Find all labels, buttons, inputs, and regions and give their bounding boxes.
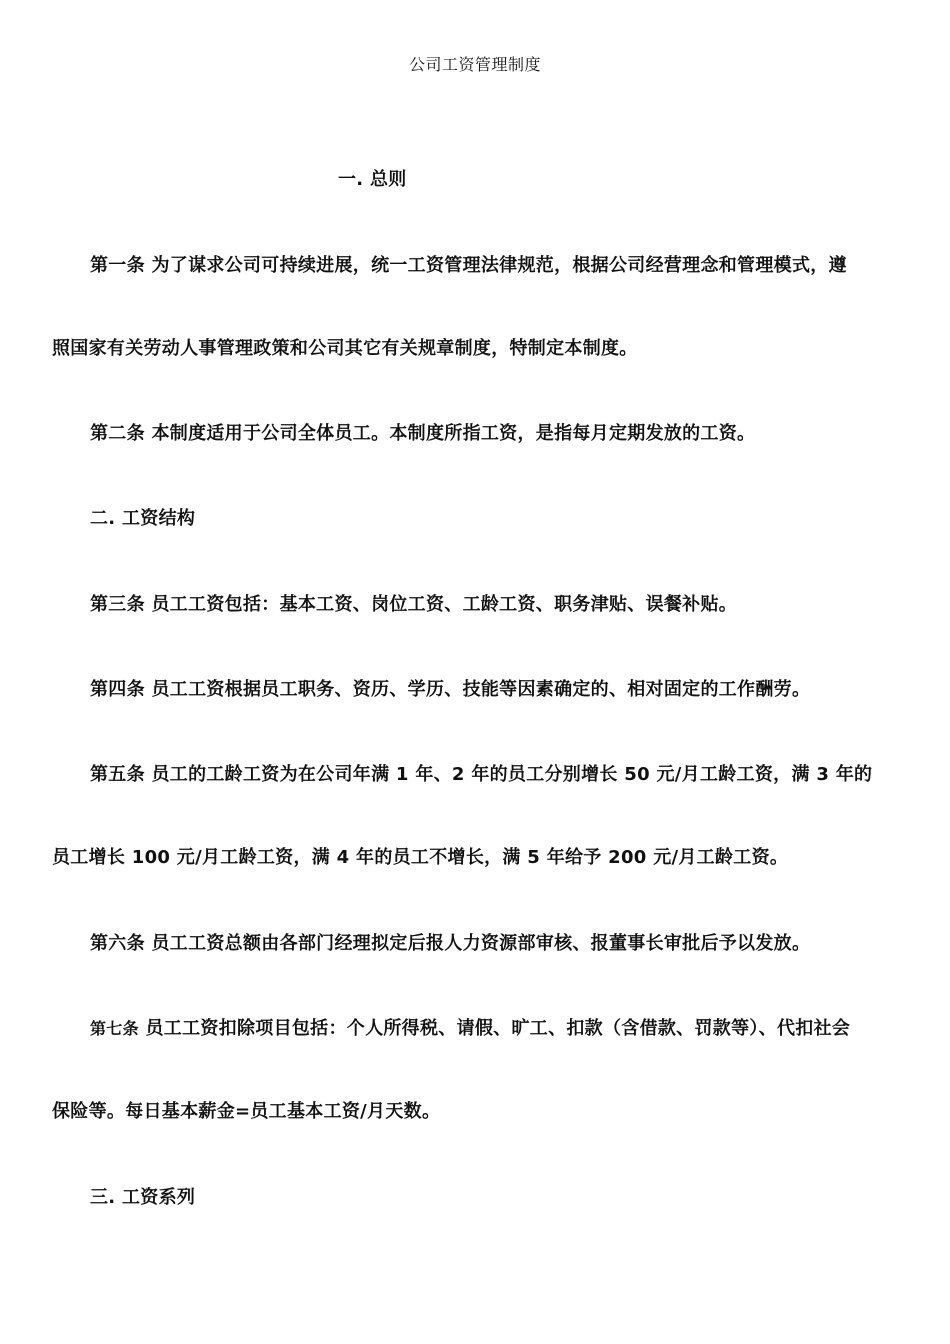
- article-1-line-2: 照国家有关劳动人事管理政策和公司其它有关规章制度，特制定本制度。: [52, 338, 638, 359]
- article-7-lead: 第七条: [90, 1019, 139, 1038]
- section-heading-salary-series: 三. 工资系列: [90, 1187, 196, 1208]
- article-1-line-1: 第一条 为了谋求公司可持续进展，统一工资管理法律规范，根据公司经营理念和管理模式，遵: [90, 255, 847, 276]
- document-title: 公司工资管理制度: [408, 55, 541, 74]
- article-2: 第二条 本制度适用于公司全体员工。本制度所指工资，是指每月定期发放的工资。: [90, 423, 756, 444]
- article-3: 第三条 员工工资包括：基本工资、岗位工资、工龄工资、职务津贴、误餐补贴。: [90, 594, 738, 615]
- article-7-text: 员工工资扣除项目包括：个人所得税、请假、旷工、扣款（含借款、罚款等）、代扣社会: [138, 1018, 851, 1039]
- article-4: 第四条 员工工资根据员工职务、资历、学历、技能等因素确定的、相对固定的工作酬劳。: [90, 679, 811, 700]
- section-heading-general: 一. 总则: [338, 169, 407, 190]
- article-7-line-1: [90, 1017, 902, 1041]
- article-5-line-2: 员工增长 100 元/月工龄工资，满 4 年的员工不增长，满 5 年给予 200 元/月工龄工资。: [52, 847, 789, 868]
- article-5-line-1: 第五条 员工的工龄工资为在公司年满 1 年、2 年的员工分别增长 50 元/月工龄工资，满 3 年的: [90, 764, 873, 785]
- section-heading-salary-structure: 二. 工资结构: [90, 508, 196, 529]
- article-6: 第六条 员工工资总额由各部门经理拟定后报人力资源部审核、报董事长审批后予以发放。: [90, 933, 811, 954]
- article-7-line-2: 保险等。每日基本薪金=员工基本工资/月天数。: [52, 1101, 441, 1122]
